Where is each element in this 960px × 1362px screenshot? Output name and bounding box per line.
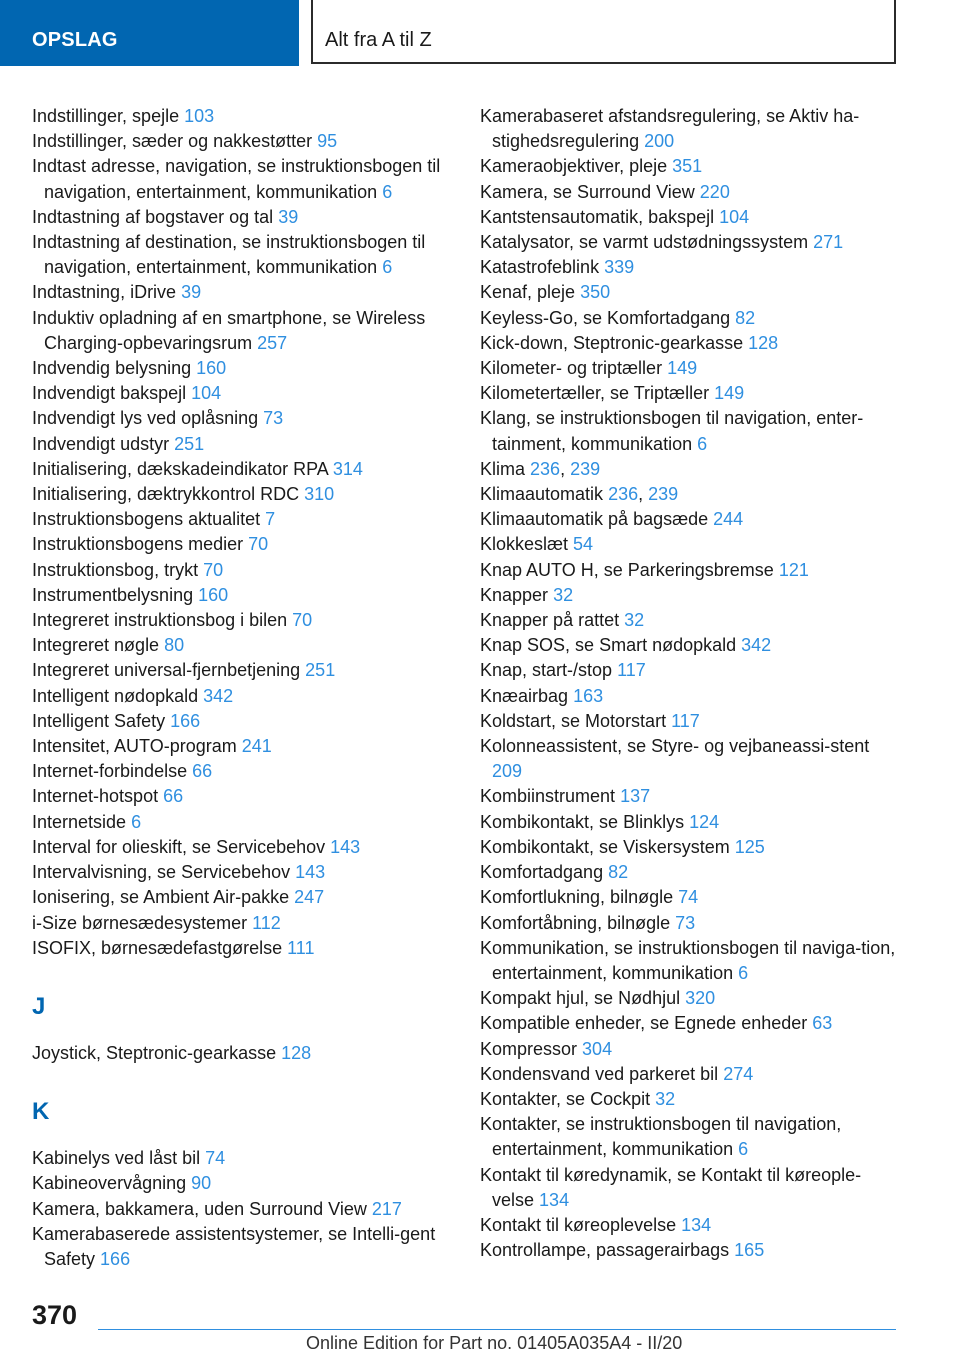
index-entry bbox=[480, 180, 900, 205]
index-entry bbox=[32, 104, 452, 129]
page-link[interactable]: 112 bbox=[252, 912, 281, 933]
page-link[interactable]: 70 bbox=[248, 534, 269, 555]
index-entry bbox=[32, 1222, 452, 1272]
index-entry bbox=[480, 835, 900, 860]
index-term: Klimaautomatik på bagsæde bbox=[480, 509, 709, 530]
index-entry bbox=[480, 1238, 900, 1263]
index-entry bbox=[480, 1087, 900, 1112]
index-entry bbox=[32, 734, 452, 759]
index-entry bbox=[480, 1011, 900, 1036]
page-link[interactable]: 70 bbox=[292, 610, 313, 631]
page-link[interactable]: 125 bbox=[734, 836, 765, 857]
index-term: Klima bbox=[480, 458, 526, 479]
index-term: Instruktionsbogens medier bbox=[32, 534, 244, 555]
page-link[interactable]: 73 bbox=[675, 912, 696, 933]
index-term: Instruktionsbog, trykt bbox=[32, 559, 199, 580]
page-link[interactable]: 121 bbox=[778, 559, 809, 580]
index-term: Kamerabaseret afstandsregulering, se Aktiv ha-stighedsregulering bbox=[480, 106, 860, 152]
page-link[interactable]: 117 bbox=[617, 660, 646, 681]
page-link[interactable]: 236 bbox=[608, 484, 639, 505]
index-list-k bbox=[32, 1146, 452, 1272]
page-link[interactable]: 241 bbox=[241, 736, 272, 757]
page-link[interactable]: 160 bbox=[198, 584, 229, 605]
index-list-j bbox=[32, 1041, 452, 1066]
index-term: Klokkeslæt bbox=[480, 534, 569, 555]
page-number: 370 bbox=[32, 1300, 78, 1330]
page-link[interactable]: 143 bbox=[295, 862, 326, 883]
index-term: Kilometertæller, se Triptæller bbox=[480, 383, 710, 404]
index-entry bbox=[32, 432, 452, 457]
index-term: Intervalvisning, se Servicebehov bbox=[32, 862, 291, 883]
index-entry bbox=[480, 356, 900, 381]
page-link[interactable]: 104 bbox=[719, 206, 750, 227]
index-entry bbox=[32, 507, 452, 532]
index-term: Kontakt til køredynamik, se Kontakt til køreople-velse bbox=[480, 1164, 862, 1210]
page-link[interactable]: 32 bbox=[655, 1088, 676, 1109]
index-term: Keyless-Go, se Komfortadgang bbox=[480, 307, 731, 328]
page-link[interactable]: 220 bbox=[699, 181, 730, 202]
index-entry bbox=[32, 129, 452, 154]
page-link[interactable]: 7 bbox=[265, 509, 276, 530]
page-link[interactable]: 66 bbox=[192, 761, 213, 782]
index-term: Joystick, Steptronic-gearkasse bbox=[32, 1042, 277, 1063]
index-entry bbox=[32, 280, 452, 305]
page-link[interactable]: 342 bbox=[203, 685, 234, 706]
index-term: Kabineovervågning bbox=[32, 1173, 187, 1194]
index-entry bbox=[480, 532, 900, 557]
page-link[interactable]: 39 bbox=[278, 206, 299, 227]
page-link[interactable]: 350 bbox=[580, 282, 611, 303]
index-term: Indvendigt lys ved oplåsning bbox=[32, 408, 259, 429]
index-list-i bbox=[32, 104, 452, 961]
index-term: Kommunikation, se instruktionsbogen til naviga-tion, entertainment, kommunikation bbox=[480, 937, 896, 983]
index-entry bbox=[32, 306, 452, 356]
index-entry bbox=[32, 936, 452, 961]
index-term: Kamerabaserede assistentsystemer, se Intelli-gent Safety bbox=[32, 1223, 436, 1269]
index-term: Katastrofeblink bbox=[480, 257, 600, 278]
index-entry bbox=[480, 381, 900, 406]
page-link[interactable]: 257 bbox=[257, 332, 288, 353]
index-entry bbox=[480, 280, 900, 305]
index-entry bbox=[32, 230, 452, 280]
index-term: Kontakter, se Cockpit bbox=[480, 1088, 651, 1109]
index-term: Indvendigt udstyr bbox=[32, 433, 170, 454]
section-label: OPSLAG bbox=[32, 29, 118, 51]
page-link[interactable]: 6 bbox=[697, 433, 708, 454]
index-term: ISOFIX, børnesædefastgørelse bbox=[32, 937, 283, 958]
page-link[interactable]: 82 bbox=[608, 862, 629, 883]
index-entry bbox=[32, 1197, 452, 1222]
index-term: Knap, start-/stop bbox=[480, 660, 613, 681]
index-term: Klimaautomatik bbox=[480, 484, 604, 505]
index-term: Kompressor bbox=[480, 1038, 578, 1059]
index-entry bbox=[480, 911, 900, 936]
page-link[interactable]: 54 bbox=[573, 534, 594, 555]
index-entry bbox=[32, 759, 452, 784]
page-link[interactable]: 74 bbox=[205, 1148, 226, 1169]
index-term: Kombikontakt, se Viskersystem bbox=[480, 836, 730, 857]
index-term: Internet-forbindelse bbox=[32, 761, 188, 782]
index-term: Integreret nøgle bbox=[32, 635, 160, 656]
index-entry bbox=[480, 1163, 900, 1213]
page-link[interactable]: 103 bbox=[184, 106, 215, 126]
index-entry bbox=[480, 784, 900, 809]
index-entry bbox=[32, 482, 452, 507]
index-entry bbox=[480, 331, 900, 356]
index-entry bbox=[480, 1112, 900, 1162]
index-term: Komfortadgang bbox=[480, 862, 604, 883]
index-entry bbox=[480, 558, 900, 583]
page-link[interactable]: 6 bbox=[131, 811, 142, 832]
index-entry bbox=[480, 709, 900, 734]
index-term: Indstillinger, spejle bbox=[32, 106, 180, 126]
index-term: Kompatible enheder, se Egnede enheder bbox=[480, 1013, 808, 1034]
index-term: Kolonneassistent, se Styre- og vejbaneassi-stent bbox=[480, 736, 870, 757]
index-term: Knap SOS, se Smart nødopkald bbox=[480, 635, 737, 656]
index-term: Knapper bbox=[480, 584, 549, 605]
edition-footer: Online Edition for Part no. 01405A035A4 - II/20 bbox=[306, 1333, 683, 1353]
index-entry bbox=[480, 154, 900, 179]
page-link[interactable]: 166 bbox=[100, 1248, 131, 1269]
page-link[interactable]: 244 bbox=[713, 509, 744, 530]
index-entry bbox=[32, 1171, 452, 1196]
index-term: Intensitet, AUTO-program bbox=[32, 736, 237, 757]
index-term: Integreret instruktionsbog i bilen bbox=[32, 610, 288, 631]
index-term: Indtast adresse, navigation, se instruktionsbogen til navigation, entertainment, kommunikation bbox=[32, 156, 441, 202]
index-entry bbox=[32, 684, 452, 709]
index-term: Ionisering, se Ambient Air-pakke bbox=[32, 887, 290, 908]
page-link[interactable]: 274 bbox=[723, 1063, 754, 1084]
page-link[interactable]: 239 bbox=[570, 458, 601, 479]
page-link[interactable]: 124 bbox=[689, 811, 720, 832]
index-term: Kontrollampe, passagerairbags bbox=[480, 1240, 730, 1261]
index-term: Kontakt til køreoplevelse bbox=[480, 1214, 677, 1235]
index-term: Kabinelys ved låst bil bbox=[32, 1148, 201, 1169]
page-link[interactable]: 304 bbox=[582, 1038, 613, 1059]
index-term: Intelligent Safety bbox=[32, 710, 166, 731]
page-link[interactable]: 128 bbox=[748, 332, 779, 353]
page-link[interactable]: 149 bbox=[667, 358, 698, 379]
page-link[interactable]: 339 bbox=[604, 257, 635, 278]
index-term: Interval for olieskift, se Servicebehov bbox=[32, 836, 326, 857]
index-term: Kamera, bakkamera, uden Surround View bbox=[32, 1198, 367, 1219]
page-link[interactable]: 95 bbox=[317, 131, 338, 152]
page-link[interactable]: 239 bbox=[648, 484, 679, 505]
index-term: Kompakt hjul, se Nødhjul bbox=[480, 988, 681, 1009]
page-link[interactable]: 32 bbox=[553, 584, 574, 605]
page-link[interactable]: 251 bbox=[174, 433, 205, 454]
index-term: Kilometer- og triptæller bbox=[480, 358, 663, 379]
index-entry bbox=[32, 457, 452, 482]
index-term: Integreret universal-fjernbetjening bbox=[32, 660, 301, 681]
page-link[interactable]: 128 bbox=[281, 1042, 312, 1063]
index-entry bbox=[480, 658, 900, 683]
index-term: Indtastning af destination, se instruktionsbogen til navigation, entertainment, kommunikation bbox=[32, 232, 426, 278]
index-term: Internetside bbox=[32, 811, 127, 832]
page-link[interactable]: 310 bbox=[304, 484, 335, 505]
index-entry bbox=[480, 734, 900, 784]
index-entry bbox=[32, 658, 452, 683]
index-term: Kombikontakt, se Blinklys bbox=[480, 811, 685, 832]
index-entry bbox=[480, 633, 900, 658]
index-term: Kenaf, pleje bbox=[480, 282, 576, 303]
section-letter-j: J bbox=[32, 992, 46, 1020]
index-term: i-Size børnesædesystemer bbox=[32, 912, 248, 933]
index-entry bbox=[32, 860, 452, 885]
page-link[interactable]: 320 bbox=[685, 988, 716, 1009]
page-link[interactable]: 236 bbox=[530, 458, 561, 479]
page-link[interactable]: 70 bbox=[203, 559, 224, 580]
index-entry bbox=[480, 684, 900, 709]
page-link[interactable]: 134 bbox=[539, 1189, 570, 1210]
section-letter-k: K bbox=[32, 1098, 50, 1126]
index-entry bbox=[480, 406, 900, 456]
index-list-k-continued bbox=[480, 104, 900, 1263]
page-link[interactable]: 163 bbox=[573, 685, 604, 706]
index-term: Indvendig belysning bbox=[32, 358, 192, 379]
footer-rule bbox=[98, 1329, 896, 1330]
index-entry bbox=[32, 784, 452, 809]
index-entry bbox=[32, 532, 452, 557]
page-link[interactable]: 143 bbox=[330, 836, 361, 857]
page-link[interactable]: 6 bbox=[738, 1139, 749, 1160]
page-link[interactable]: 111 bbox=[287, 937, 315, 958]
index-entry bbox=[480, 255, 900, 280]
page-link[interactable]: 74 bbox=[678, 887, 699, 908]
index-term: Kamera, se Surround View bbox=[480, 181, 695, 202]
index-entry bbox=[32, 154, 452, 204]
page-link[interactable]: 160 bbox=[196, 358, 227, 379]
index-entry bbox=[32, 810, 452, 835]
index-entry bbox=[32, 583, 452, 608]
index-term: Kick-down, Steptronic-gearkasse bbox=[480, 332, 744, 353]
index-term: Kantstensautomatik, bakspejl bbox=[480, 206, 715, 227]
index-term: Initialisering, dækskadeindikator RPA bbox=[32, 458, 328, 479]
index-term: Klang, se instruktionsbogen til navigation, enter-tainment, kommunikation bbox=[480, 408, 864, 454]
index-term: Instrumentbelysning bbox=[32, 584, 194, 605]
index-term: Kameraobjektiver, pleje bbox=[480, 156, 668, 177]
index-entry bbox=[32, 885, 452, 910]
index-column-right bbox=[480, 104, 900, 1263]
page-link[interactable]: 217 bbox=[371, 1198, 402, 1219]
index-entry bbox=[32, 835, 452, 860]
index-entry bbox=[32, 558, 452, 583]
page-link[interactable]: 137 bbox=[620, 786, 651, 807]
index-term: Internet-hotspot bbox=[32, 786, 159, 807]
page-link[interactable]: 200 bbox=[644, 131, 675, 152]
index-entry bbox=[480, 104, 900, 154]
page-link[interactable]: 80 bbox=[164, 635, 185, 656]
index-entry bbox=[480, 507, 900, 532]
page-link[interactable]: 63 bbox=[812, 1013, 833, 1034]
index-entry bbox=[480, 608, 900, 633]
index-entry bbox=[480, 810, 900, 835]
page-link[interactable]: 82 bbox=[735, 307, 756, 328]
index-entry bbox=[480, 1062, 900, 1087]
page-link[interactable]: 104 bbox=[191, 383, 222, 404]
index-term: Kontakter, se instruktionsbogen til navigation, entertainment, kommunikation bbox=[480, 1114, 842, 1160]
index-entry bbox=[32, 1041, 452, 1066]
section-tab bbox=[0, 0, 299, 66]
index-entry bbox=[32, 608, 452, 633]
index-entry bbox=[480, 1037, 900, 1062]
index-entry: Klima 236, 239 bbox=[480, 458, 601, 479]
index-term: Knapper på rattet bbox=[480, 610, 620, 631]
index-entry bbox=[32, 381, 452, 406]
index-term: Indvendigt bakspejl bbox=[32, 383, 187, 404]
page-link[interactable]: 6 bbox=[382, 257, 393, 278]
index-entry bbox=[480, 583, 900, 608]
index-entry bbox=[480, 1213, 900, 1238]
index-term: Knæairbag bbox=[480, 685, 569, 706]
page-link[interactable]: 117 bbox=[671, 710, 700, 731]
index-term: Kondensvand ved parkeret bil bbox=[480, 1063, 719, 1084]
page-link[interactable]: 247 bbox=[294, 887, 325, 908]
index-entry bbox=[480, 885, 900, 910]
page-link[interactable]: 165 bbox=[734, 1240, 765, 1261]
page-link[interactable]: 271 bbox=[813, 232, 844, 253]
page-link[interactable]: 39 bbox=[181, 282, 202, 303]
index-term: Indtastning, iDrive bbox=[32, 282, 177, 303]
index-column-left bbox=[32, 104, 452, 1272]
index-entry bbox=[32, 709, 452, 734]
index-entry bbox=[480, 986, 900, 1011]
page-link[interactable]: 149 bbox=[714, 383, 745, 404]
index-term: Komfortlukning, bilnøgle bbox=[480, 887, 674, 908]
index-entry: Klimaautomatik 236, 239 bbox=[480, 484, 679, 505]
page-link[interactable]: 251 bbox=[305, 660, 336, 681]
page-link[interactable]: 209 bbox=[492, 761, 523, 782]
index-entry bbox=[480, 205, 900, 230]
index-entry bbox=[480, 306, 900, 331]
page-link[interactable]: 6 bbox=[382, 181, 393, 202]
index-term: Komfortåbning, bilnøgle bbox=[480, 912, 671, 933]
index-entry bbox=[480, 230, 900, 255]
page-link[interactable]: 66 bbox=[163, 786, 184, 807]
page-link[interactable]: 73 bbox=[263, 408, 284, 429]
index-entry bbox=[32, 633, 452, 658]
page-link[interactable]: 134 bbox=[681, 1214, 712, 1235]
index-entry bbox=[480, 860, 900, 885]
index-term: Indstillinger, sæder og nakkestøtter bbox=[32, 131, 313, 152]
index-term: Indtastning af bogstaver og tal bbox=[32, 206, 274, 227]
index-term: Koldstart, se Motorstart bbox=[480, 710, 667, 731]
index-entry bbox=[480, 936, 900, 986]
index-term: Katalysator, se varmt udstødningssystem bbox=[480, 232, 809, 253]
chapter-title: Alt fra A til Z bbox=[325, 29, 432, 51]
page-link[interactable]: 90 bbox=[191, 1173, 212, 1194]
index-term: Intelligent nødopkald bbox=[32, 685, 199, 706]
page-link[interactable]: 314 bbox=[332, 458, 363, 479]
chapter-header bbox=[311, 0, 896, 64]
index-entry bbox=[32, 205, 452, 230]
index-entry bbox=[32, 1146, 452, 1171]
index-term: Instruktionsbogens aktualitet bbox=[32, 509, 261, 530]
index-term: Kombiinstrument bbox=[480, 786, 616, 807]
index-entry bbox=[32, 406, 452, 431]
index-term: Knap AUTO H, se Parkeringsbremse bbox=[480, 559, 774, 580]
index-entry bbox=[32, 911, 452, 936]
index-term: Induktiv opladning af en smartphone, se Wireless Charging-opbevaringsrum bbox=[32, 307, 426, 353]
page-link[interactable]: 342 bbox=[741, 635, 772, 656]
page-link[interactable]: 351 bbox=[672, 156, 703, 177]
index-entry bbox=[32, 356, 452, 381]
page-link[interactable]: 32 bbox=[624, 610, 645, 631]
index-term: Initialisering, dæktrykkontrol RDC bbox=[32, 484, 300, 505]
page-link[interactable]: 166 bbox=[170, 710, 201, 731]
page-link[interactable]: 6 bbox=[738, 962, 749, 983]
